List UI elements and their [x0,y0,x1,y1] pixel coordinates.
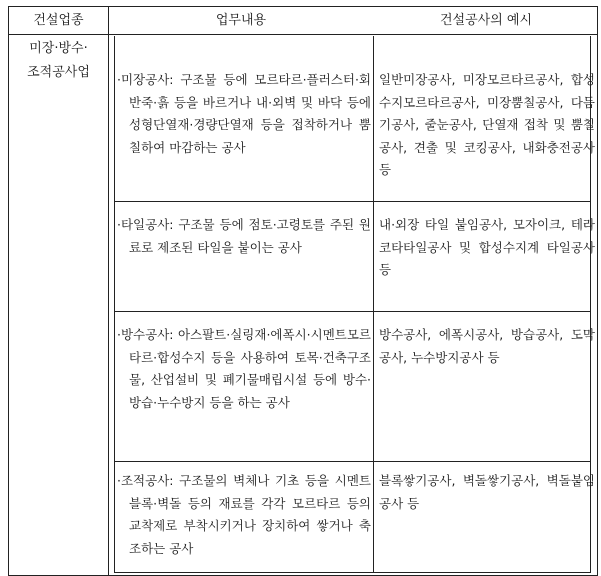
category-line-2: 조적공사업 [27,65,90,80]
industry-category [9,37,108,85]
row-frame [114,312,595,462]
work-description: ·타일공사: 구조물 등에 점토·고령토를 주된 원료로 제조된 타일을 붙이는 공사 [117,217,371,255]
table-row [109,312,597,462]
header-examples: 건설공사의 예시 [439,13,533,28]
work-description: ·조적공사: 구조물의 벽체나 기초 등을 시멘트블록·벽돌 등의 재료를 각각 모르타르 등의 교착제로 부착시키거나 장치하여 쌓거나 축조하는 공사 [117,473,371,556]
construction-examples: 방수공사, 에폭시공사, 방습공사, 도막공사, 누수방지공사 등 [379,327,595,365]
construction-table [8,6,598,576]
row-divider [373,462,374,572]
construction-examples: 블록쌓기공사, 벽돌쌓기공사, 벽돌붙임공사 등 [379,473,595,511]
work-description: ·미장공사: 구조물 등에 모르타르·플러스터·회반죽·흙 등을 바르거나 내·외벽 및 바닥 등에 성형단열재·경량단열재 등을 접착하거나 뿜칠하여 마감하는 공사 [117,72,371,155]
table-row [109,202,597,312]
construction-examples: 내·외장 타일 붙임공사, 모자이크, 테라코타타일공사 및 합성수지계 타일공사 등 [379,217,595,277]
header-work-content: 업무내용 [215,13,267,28]
table-header [9,7,597,35]
table-row [109,462,597,573]
construction-examples: 일반미장공사, 미장모르타르공사, 합성수지모르타르공사, 미장뿜칠공사, 다듬기공사, 줄눈공사, 단열재 접착 및 뿜칠공사, 견출 및 코킹공사, 내화충전공사 등 [379,72,595,177]
row-divider [373,312,374,461]
row-divider [373,202,374,311]
category-line-1: 미장·방수· [29,41,88,56]
row-frame [114,36,595,202]
work-description: ·방수공사: 아스팔트·실링재·에폭시·시멘트모르타르·합성수지 등을 사용하여 토목·건축구조물, 산업설비 및 폐기물매립시설 등에 방수·방습·누수방지 등을 하는 공사 [117,327,371,410]
row-divider [373,36,374,201]
row-frame [114,462,595,573]
row-frame [114,202,595,312]
header-industry: 건설업종 [33,13,84,28]
table-row [109,36,597,202]
